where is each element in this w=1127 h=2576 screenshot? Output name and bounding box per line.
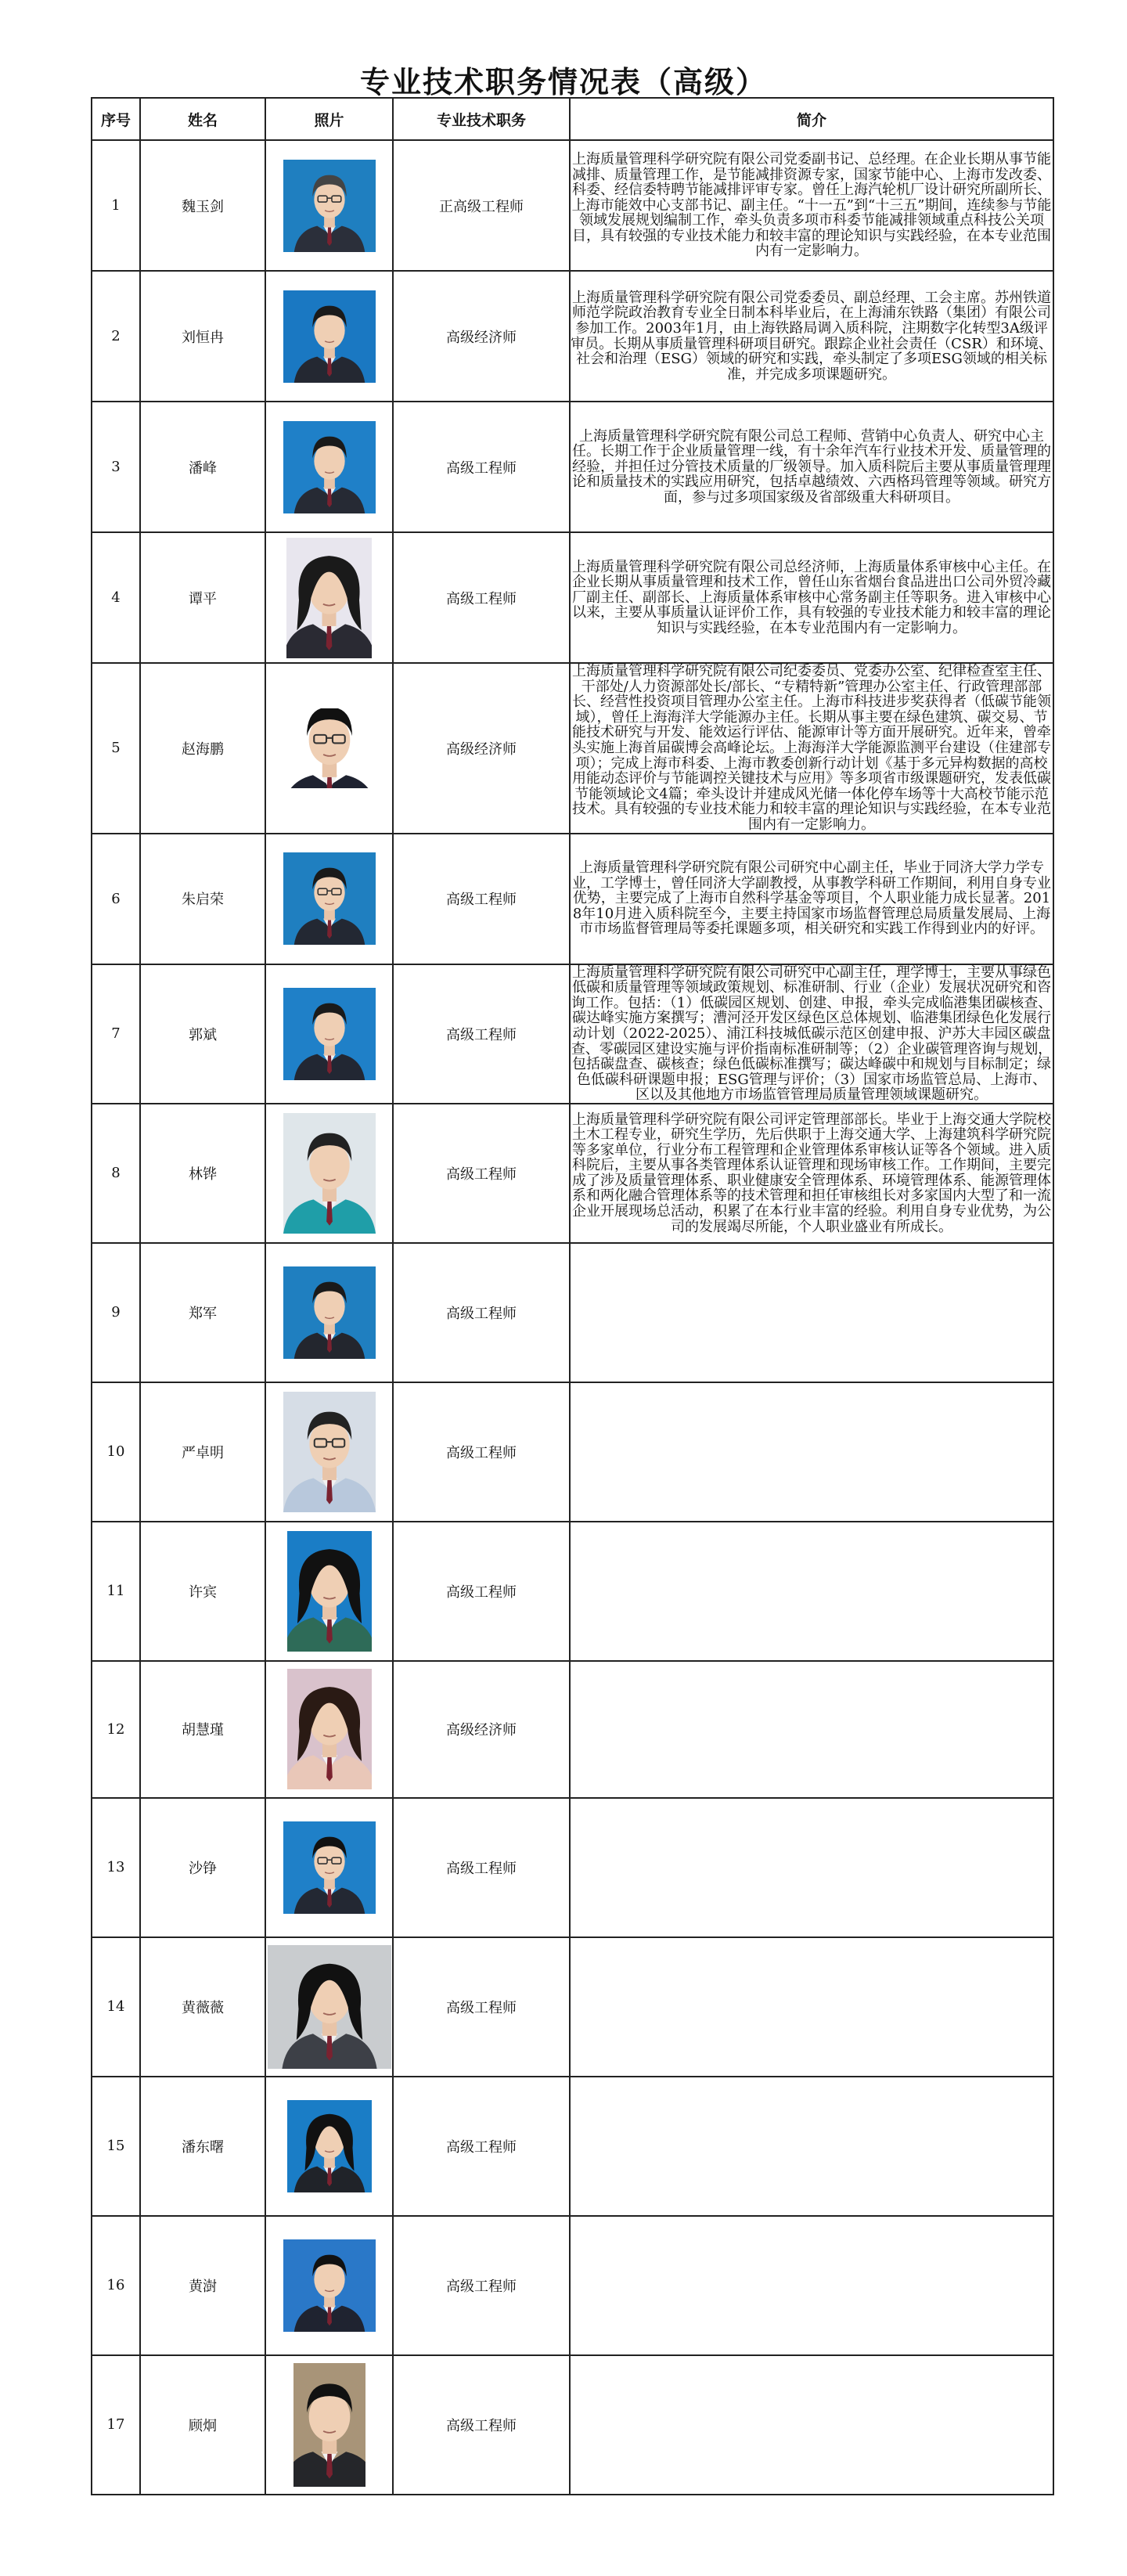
row-bio	[570, 1661, 1053, 1798]
row-position: 正高级工程师	[393, 140, 570, 271]
row-position: 高级经济师	[393, 271, 570, 402]
row-number: 5	[92, 663, 140, 834]
row-photo-cell	[265, 663, 393, 834]
row-photo-cell	[265, 2216, 393, 2355]
row-bio: 上海质量管理科学研究院有限公司纪委委员、党委办公室、纪律检查室主任、干部处/人力资源部处长/部长、“专精特新”管理办公室主任、行政管理部部长、经营性投资项目管理办公室主任。上海市科技进步奖获得者（低碳节能领域），曾任上海海洋大学能源办主任。长期从事主要在绿色建筑、碳交易、节能技术研究与开发、能效运行评估、能源审计等方面开展研究。近年来，曾牵头实施上海首届碳博会高峰论坛。上海海洋大学能源监测平台建设（住建部专项）；完成上海市科委、上海市教委创新行动计划《基于多元异构数据的高校用能动态评价与节能调控关键技术与应用》等多项省市级课题研究，发表低碳节能领域论文4篇；牵头设计并建成风光储一体化停车场等十大高校节能示范技术。具有较强的专业技术能力和较丰富的理论知识与实践经验，在本专业范围内有一定影响力。	[570, 663, 1053, 834]
row-name: 潘峰	[140, 402, 265, 532]
row-name: 赵海鹏	[140, 663, 265, 834]
portrait-photo	[287, 1669, 372, 1789]
portrait-photo	[268, 708, 391, 788]
portrait-photo	[287, 1531, 372, 1652]
row-photo-cell	[265, 2355, 393, 2495]
row-position: 高级经济师	[393, 663, 570, 834]
row-photo-cell	[265, 532, 393, 663]
row-bio	[570, 1243, 1053, 1382]
row-bio	[570, 2077, 1053, 2216]
table-row	[92, 1937, 1053, 2077]
row-bio: 上海质量管理科学研究院有限公司党委副书记、总经理。在企业长期从事节能减排、质量管理工作，是节能减排资源专家，国家节能中心、上海市发改委、科委、经信委特聘节能减排评审专家。曾任上海汽轮机厂设计研究所副所长、上海市能效中心支部书记、副主任。“十一五”到“十三五”期间，连续参与节能领域发展规划编制工作，牵头负责多项市科委节能减排领域重点科技公关项目，具有较强的专业技术能力和较丰富的理论知识与实践经验，在本专业范围内有一定影响力。	[570, 140, 1053, 271]
row-position: 高级工程师	[393, 834, 570, 964]
row-number: 16	[92, 2216, 140, 2355]
table-row	[92, 663, 1053, 834]
row-photo-cell	[265, 1661, 393, 1798]
row-name: 谭平	[140, 532, 265, 663]
table-row	[92, 834, 1053, 964]
row-bio: 上海质量管理科学研究院有限公司评定管理部部长。毕业于上海交通大学院校土木工程专业，研究生学历，先后供职于上海交通大学、上海建筑科学研究院等多家单位，行业分布工程管理和企业管理体系审核认证等各个领域。进入质科院后，主要从事各类管理体系认证管理和现场审核工作。工作期间，主要完成了涉及质量管理体系、职业健康安全管理体系、环境管理体系、能源管理体系和两化融合管理体系等的技术管理和担任审核组长对多家国内大型了和一流企业开展现场总活动，积累了在本行业丰富的经验。利用自身专业优势，为公司的发展竭尽所能，个人职业盛业有所成长。	[570, 1104, 1053, 1243]
row-bio	[570, 1937, 1053, 2077]
row-position: 高级工程师	[393, 402, 570, 532]
table-row	[92, 532, 1053, 663]
row-position: 高级工程师	[393, 1937, 570, 2077]
row-position: 高级工程师	[393, 1243, 570, 1382]
row-number: 4	[92, 532, 140, 663]
row-number: 12	[92, 1661, 140, 1798]
row-name: 潘东曙	[140, 2077, 265, 2216]
row-position: 高级工程师	[393, 2077, 570, 2216]
table-row	[92, 1661, 1053, 1798]
portrait-photo	[287, 2100, 372, 2192]
header-photo: 照片	[265, 98, 393, 140]
row-photo-cell	[265, 140, 393, 271]
row-bio	[570, 1522, 1053, 1661]
portrait-photo	[283, 421, 376, 513]
row-photo-cell	[265, 271, 393, 402]
row-bio	[570, 2216, 1053, 2355]
table-row	[92, 140, 1053, 271]
portrait-photo	[283, 2239, 376, 2332]
row-bio: 上海质量管理科学研究院有限公司总经济师，上海质量体系审核中心主任。在企业长期从事质量管理和技术工作，曾任山东省烟台食品进出口公司外贸冷藏厂副主任、副部长、上海质量体系审核中心常务副主任等职务。进入审核中心以来，主要从事质量认证评价工作，具有较强的专业技术能力和较丰富的理论知识与实践经验，在本专业范围内有一定影响力。	[570, 532, 1053, 663]
table-row	[92, 1243, 1053, 1382]
table-row	[92, 1522, 1053, 1661]
row-number: 14	[92, 1937, 140, 2077]
row-number: 3	[92, 402, 140, 532]
row-name: 胡慧瑾	[140, 1661, 265, 1798]
table-row	[92, 964, 1053, 1104]
header-position: 专业技术职务	[393, 98, 570, 140]
row-bio	[570, 1382, 1053, 1522]
row-name: 林铧	[140, 1104, 265, 1243]
row-position: 高级工程师	[393, 1522, 570, 1661]
row-photo-cell	[265, 1382, 393, 1522]
table-row	[92, 2355, 1053, 2495]
row-number: 15	[92, 2077, 140, 2216]
row-name: 朱启荣	[140, 834, 265, 964]
table-row	[92, 1104, 1053, 1243]
row-bio: 上海质量管理科学研究院有限公司研究中心副主任，毕业于同济大学力学专业，工学博士，曾任同济大学副教授，从事教学科研工作期间，利用自身专业优势，主要完成了上海市自然科学基金等项目，个人职业能力成长显著。2018年10月进入质科院至今，主要主持国家市场监督管理总局质量发展局、上海市市场监督管理局等委托课题多项，相关研究和实践工作得到业内的好评。	[570, 834, 1053, 964]
row-bio	[570, 1798, 1053, 1937]
row-photo-cell	[265, 964, 393, 1104]
portrait-photo	[283, 290, 376, 383]
row-number: 8	[92, 1104, 140, 1243]
table-title: 专业技术职务情况表（高级）	[359, 65, 767, 99]
portrait-photo	[293, 2363, 365, 2487]
row-position: 高级工程师	[393, 2216, 570, 2355]
row-number: 1	[92, 140, 140, 271]
staff-table	[91, 97, 1054, 2495]
row-name: 郭斌	[140, 964, 265, 1104]
table-row	[92, 2216, 1053, 2355]
row-bio: 上海质量管理科学研究院有限公司研究中心副主任，理学博士，主要从事绿色低碳和质量管理等领域政策规划、标准研制、行业（企业）发展状况研究和咨询工作。包括：（1）低碳园区规划、创建、申报，牵头完成临港集团碳核查、碳达峰实施方案撰写；漕河泾开发区绿色区总体规划、临港集团绿色化发展行动计划（2022-2025）、浦江科技城低碳示范区创建申报、沪苏大丰园区碳盘查、零碳园区建设实施与评价指南标准研制等；（2）企业碳管理咨询与规划，包括碳盘查、碳核查；绿色低碳标准撰写；碳达峰碳中和规划与目标制定；绿色低碳科研课题申报；ESG管理与评价；（3）国家市场监管总局、上海市、区以及其他地方市场监管管理局质量管理领域课题研究。	[571, 964, 1053, 1104]
portrait-photo	[283, 1113, 376, 1234]
row-name: 郑军	[140, 1243, 265, 1382]
header-row	[92, 98, 1053, 140]
portrait-photo	[286, 538, 372, 658]
portrait-photo	[283, 1266, 376, 1359]
row-position: 高级经济师	[393, 1661, 570, 1798]
row-number: 13	[92, 1798, 140, 1937]
portrait-photo	[283, 988, 376, 1080]
row-name: 顾炯	[140, 2355, 265, 2495]
row-name: 黄澍	[140, 2216, 265, 2355]
row-position: 高级工程师	[393, 2355, 570, 2495]
row-name: 黄薇薇	[140, 1937, 265, 2077]
row-photo-cell	[265, 1104, 393, 1243]
table-row	[92, 1798, 1053, 1937]
table-row	[92, 1382, 1053, 1522]
row-number: 17	[92, 2355, 140, 2495]
row-photo-cell	[265, 834, 393, 964]
row-photo-cell	[265, 1798, 393, 1937]
row-number: 2	[92, 271, 140, 402]
row-bio	[570, 2355, 1053, 2495]
row-photo-cell	[265, 402, 393, 532]
row-position: 高级工程师	[393, 532, 570, 663]
row-position: 高级工程师	[393, 1798, 570, 1937]
row-photo-cell	[265, 1243, 393, 1382]
row-number: 7	[92, 964, 140, 1104]
row-bio: 上海质量管理科学研究院有限公司党委委员、副总经理、工会主席。苏州铁道师范学院政治教育专业全日制本科毕业后，在上海浦东铁路（集团）有限公司参加工作。2003年1月，由上海铁路局调入质科院，注期数字化转型3A级评审员。长期从事质量管理科研项目研究。跟踪企业社会责任（CSR）和环境、社会和治理（ESG）领域的研究和实践，牵头制定了多项ESG领域的相关标准，并完成多项课题研究。	[570, 271, 1053, 402]
row-photo-cell	[265, 1522, 393, 1661]
portrait-photo	[268, 1945, 391, 2069]
header-bio: 简介	[570, 98, 1053, 140]
table-row	[92, 402, 1053, 532]
portrait-photo	[283, 852, 376, 945]
row-position: 高级工程师	[393, 1382, 570, 1522]
row-photo-cell	[265, 1937, 393, 2077]
portrait-photo	[283, 1821, 376, 1914]
table-row	[92, 271, 1053, 402]
row-position: 高级工程师	[393, 964, 570, 1104]
row-bio: 上海质量管理科学研究院有限公司总工程师、营销中心负责人、研究中心主任。长期工作于企业质量管理一线，有十余年汽车行业技术开发、质量管理的经验，并担任过分管技术质量的厂级领导。加入质科院后主要从事质量管理理论和质量技术的实践应用研究，包括卓越绩效、六西格玛管理等领域。研究方面，参与过多项国家级及省部级重大科研项目。	[570, 402, 1053, 532]
row-name: 刘恒冉	[140, 271, 265, 402]
portrait-photo	[283, 160, 376, 252]
row-name: 严卓明	[140, 1382, 265, 1522]
header-no: 序号	[92, 98, 140, 140]
row-name: 魏玉剑	[140, 140, 265, 271]
row-number: 11	[92, 1522, 140, 1661]
row-name: 许宾	[140, 1522, 265, 1661]
row-name: 沙铮	[140, 1798, 265, 1937]
header-name: 姓名	[140, 98, 265, 140]
row-number: 10	[92, 1382, 140, 1522]
row-position: 高级工程师	[393, 1104, 570, 1243]
row-number: 6	[92, 834, 140, 964]
row-number: 9	[92, 1243, 140, 1382]
portrait-photo	[283, 1392, 376, 1512]
table-row	[92, 2077, 1053, 2216]
row-photo-cell	[265, 2077, 393, 2216]
